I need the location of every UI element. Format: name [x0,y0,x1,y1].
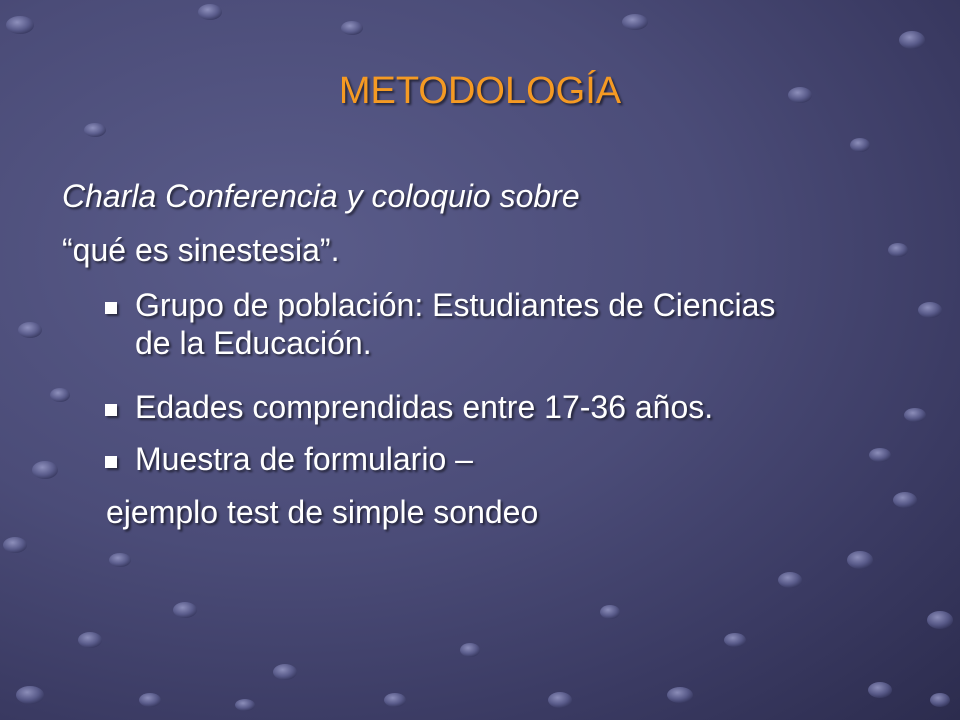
bullet-text-line-1: Muestra de formulario – [135,441,473,477]
bullet-text-line-1: Grupo de población: Estudiantes de Ciencias [135,287,776,323]
square-bullet-icon [105,302,117,314]
subtitle-line-1: Charla Conferencia y coloquio sobre [62,178,580,214]
footer-line: ejemplo test de simple sondeo [106,494,539,530]
slide-title: METODOLOGÍA [338,70,622,112]
square-bullet-icon [105,404,117,416]
subtitle-line-2: “qué es sinestesia”. [62,232,340,268]
square-bullet-icon [105,456,117,468]
bullet-text-line-2: de la Educación. [135,325,372,361]
bullet-text-line-1: Edades comprendidas entre 17-36 años. [135,389,714,425]
